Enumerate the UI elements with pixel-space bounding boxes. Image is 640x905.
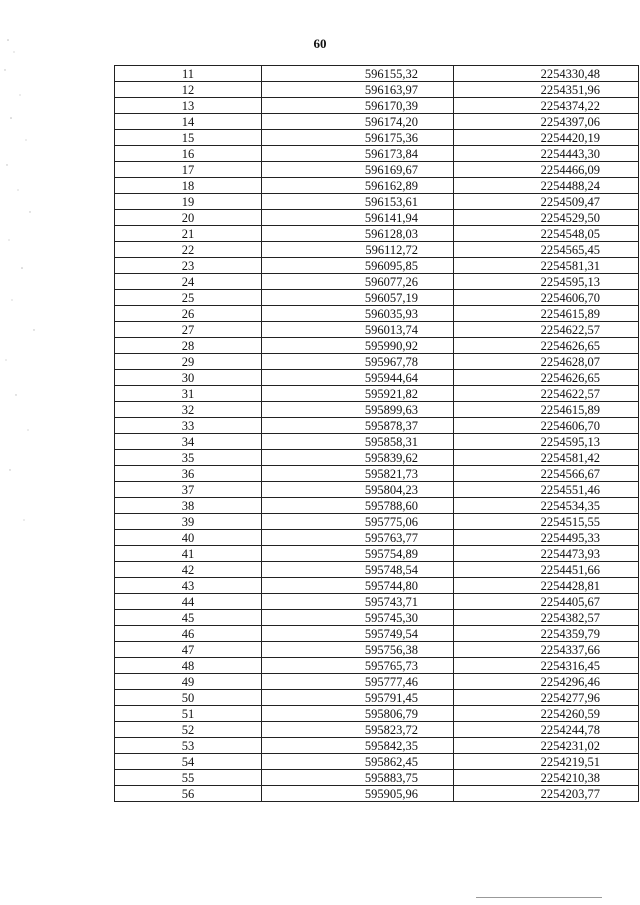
x-coordinate-cell: 596170,39 [262,98,454,114]
point-number-cell: 42 [115,562,262,578]
y-coordinate-cell: 2254231,02 [454,738,639,754]
y-coordinate-cell: 2254420,19 [454,130,639,146]
point-number-cell: 19 [115,194,262,210]
point-number-cell: 51 [115,706,262,722]
table-row [115,322,639,338]
x-coordinate-cell: 595804,23 [262,482,454,498]
point-number-cell: 24 [115,274,262,290]
y-coordinate-cell: 2254628,07 [454,354,639,370]
y-coordinate-cell: 2254428,81 [454,578,639,594]
table-row [115,626,639,642]
table-row [115,210,639,226]
x-coordinate-cell: 596128,03 [262,226,454,242]
y-coordinate-cell: 2254626,65 [454,338,639,354]
y-coordinate-cell: 2254210,38 [454,770,639,786]
x-coordinate-cell: 595743,71 [262,594,454,610]
x-coordinate-cell: 596155,32 [262,66,454,82]
point-number-cell: 31 [115,386,262,402]
bottom-rule [476,897,602,898]
point-number-cell: 50 [115,690,262,706]
x-coordinate-cell: 595878,37 [262,418,454,434]
y-coordinate-cell: 2254626,65 [454,370,639,386]
table-row [115,466,639,482]
y-coordinate-cell: 2254316,45 [454,658,639,674]
y-coordinate-cell: 2254581,42 [454,450,639,466]
point-number-cell: 40 [115,530,262,546]
point-number-cell: 45 [115,610,262,626]
y-coordinate-cell: 2254534,35 [454,498,639,514]
point-number-cell: 28 [115,338,262,354]
point-number-cell: 34 [115,434,262,450]
table-row [115,386,639,402]
point-number-cell: 18 [115,178,262,194]
x-coordinate-cell: 596057,19 [262,290,454,306]
y-coordinate-cell: 2254548,05 [454,226,639,242]
point-number-cell: 17 [115,162,262,178]
table-row [115,498,639,514]
point-number-cell: 23 [115,258,262,274]
table-row [115,114,639,130]
y-coordinate-cell: 2254622,57 [454,386,639,402]
x-coordinate-cell: 595944,64 [262,370,454,386]
point-number-cell: 26 [115,306,262,322]
x-coordinate-cell: 595763,77 [262,530,454,546]
y-coordinate-cell: 2254219,51 [454,754,639,770]
point-number-cell: 47 [115,642,262,658]
table-row [115,370,639,386]
point-number-cell: 38 [115,498,262,514]
point-number-cell: 52 [115,722,262,738]
y-coordinate-cell: 2254337,66 [454,642,639,658]
y-coordinate-cell: 2254451,66 [454,562,639,578]
x-coordinate-cell: 596077,26 [262,274,454,290]
y-coordinate-cell: 2254515,55 [454,514,639,530]
point-number-cell: 29 [115,354,262,370]
x-coordinate-cell: 596169,67 [262,162,454,178]
x-coordinate-cell: 595749,54 [262,626,454,642]
x-coordinate-cell: 595777,46 [262,674,454,690]
y-coordinate-cell: 2254203,77 [454,786,639,802]
table-row [115,610,639,626]
x-coordinate-cell: 595765,73 [262,658,454,674]
y-coordinate-cell: 2254277,96 [454,690,639,706]
x-coordinate-cell: 596175,36 [262,130,454,146]
y-coordinate-cell: 2254443,30 [454,146,639,162]
x-coordinate-cell: 595756,38 [262,642,454,658]
x-coordinate-cell: 595990,92 [262,338,454,354]
x-coordinate-cell: 595788,60 [262,498,454,514]
y-coordinate-cell: 2254260,59 [454,706,639,722]
x-coordinate-cell: 595921,82 [262,386,454,402]
x-coordinate-cell: 596173,84 [262,146,454,162]
point-number-cell: 48 [115,658,262,674]
table-row [115,226,639,242]
y-coordinate-cell: 2254359,79 [454,626,639,642]
point-number-cell: 11 [115,66,262,82]
y-coordinate-cell: 2254382,57 [454,610,639,626]
x-coordinate-cell: 595858,31 [262,434,454,450]
y-coordinate-cell: 2254595,13 [454,274,639,290]
y-coordinate-cell: 2254330,48 [454,66,639,82]
table-row [115,706,639,722]
table-row [115,514,639,530]
point-number-cell: 12 [115,82,262,98]
table-row [115,354,639,370]
table-row [115,450,639,466]
table-row [115,786,639,802]
y-coordinate-cell: 2254595,13 [454,434,639,450]
point-number-cell: 36 [115,466,262,482]
y-coordinate-cell: 2254622,57 [454,322,639,338]
x-coordinate-cell: 595967,78 [262,354,454,370]
x-coordinate-cell: 595839,62 [262,450,454,466]
table-row [115,402,639,418]
point-number-cell: 35 [115,450,262,466]
point-number-cell: 20 [115,210,262,226]
table-row [115,98,639,114]
table-row [115,530,639,546]
y-coordinate-cell: 2254566,67 [454,466,639,482]
table-row [115,178,639,194]
point-number-cell: 43 [115,578,262,594]
x-coordinate-cell: 596153,61 [262,194,454,210]
x-coordinate-cell: 596174,20 [262,114,454,130]
x-coordinate-cell: 596035,93 [262,306,454,322]
table-row [115,754,639,770]
point-number-cell: 27 [115,322,262,338]
y-coordinate-cell: 2254397,06 [454,114,639,130]
x-coordinate-cell: 595806,79 [262,706,454,722]
point-number-cell: 56 [115,786,262,802]
y-coordinate-cell: 2254529,50 [454,210,639,226]
x-coordinate-cell: 596095,85 [262,258,454,274]
point-number-cell: 15 [115,130,262,146]
table-row [115,562,639,578]
table-row [115,418,639,434]
point-number-cell: 49 [115,674,262,690]
x-coordinate-cell: 595744,80 [262,578,454,594]
y-coordinate-cell: 2254488,24 [454,178,639,194]
x-coordinate-cell: 595821,73 [262,466,454,482]
y-coordinate-cell: 2254495,33 [454,530,639,546]
x-coordinate-cell: 596162,89 [262,178,454,194]
table-row [115,258,639,274]
y-coordinate-cell: 2254581,31 [454,258,639,274]
table-row [115,594,639,610]
table-row [115,690,639,706]
point-number-cell: 44 [115,594,262,610]
point-number-cell: 46 [115,626,262,642]
point-number-cell: 37 [115,482,262,498]
point-number-cell: 53 [115,738,262,754]
y-coordinate-cell: 2254296,46 [454,674,639,690]
x-coordinate-cell: 595754,89 [262,546,454,562]
y-coordinate-cell: 2254405,67 [454,594,639,610]
table-row [115,722,639,738]
x-coordinate-cell: 595775,06 [262,514,454,530]
point-number-cell: 16 [115,146,262,162]
x-coordinate-cell: 595905,96 [262,786,454,802]
y-coordinate-cell: 2254565,45 [454,242,639,258]
y-coordinate-cell: 2254473,93 [454,546,639,562]
point-number-cell: 39 [115,514,262,530]
y-coordinate-cell: 2254244,78 [454,722,639,738]
coordinates-table [114,65,639,802]
x-coordinate-cell: 595823,72 [262,722,454,738]
table-row [115,642,639,658]
point-number-cell: 41 [115,546,262,562]
point-number-cell: 55 [115,770,262,786]
x-coordinate-cell: 595842,35 [262,738,454,754]
table-row [115,162,639,178]
table-row [115,66,639,82]
y-coordinate-cell: 2254551,46 [454,482,639,498]
point-number-cell: 13 [115,98,262,114]
table-row [115,738,639,754]
table-row [115,194,639,210]
table-row [115,434,639,450]
y-coordinate-cell: 2254615,89 [454,402,639,418]
table-row [115,770,639,786]
x-coordinate-cell: 596013,74 [262,322,454,338]
point-number-cell: 32 [115,402,262,418]
point-number-cell: 22 [115,242,262,258]
table-row [115,338,639,354]
table-row [115,274,639,290]
scan-noise-marks [0,0,110,905]
table-row [115,146,639,162]
x-coordinate-cell: 596163,97 [262,82,454,98]
y-coordinate-cell: 2254351,96 [454,82,639,98]
table-row [115,306,639,322]
x-coordinate-cell: 595791,45 [262,690,454,706]
point-number-cell: 33 [115,418,262,434]
x-coordinate-cell: 595745,30 [262,610,454,626]
table-row [115,130,639,146]
x-coordinate-cell: 596141,94 [262,210,454,226]
table-row [115,82,639,98]
table-row [115,674,639,690]
table-row [115,546,639,562]
y-coordinate-cell: 2254615,89 [454,306,639,322]
table-row [115,290,639,306]
x-coordinate-cell: 595862,45 [262,754,454,770]
x-coordinate-cell: 595748,54 [262,562,454,578]
x-coordinate-cell: 596112,72 [262,242,454,258]
y-coordinate-cell: 2254606,70 [454,418,639,434]
coordinates-table-body [115,66,639,802]
point-number-cell: 25 [115,290,262,306]
y-coordinate-cell: 2254606,70 [454,290,639,306]
table-row [115,658,639,674]
x-coordinate-cell: 595899,63 [262,402,454,418]
y-coordinate-cell: 2254509,47 [454,194,639,210]
point-number-cell: 54 [115,754,262,770]
point-number-cell: 21 [115,226,262,242]
table-row [115,578,639,594]
table-row [115,482,639,498]
point-number-cell: 14 [115,114,262,130]
table-row [115,242,639,258]
page-number: 60 [313,36,327,51]
x-coordinate-cell: 595883,75 [262,770,454,786]
y-coordinate-cell: 2254466,09 [454,162,639,178]
y-coordinate-cell: 2254374,22 [454,98,639,114]
point-number-cell: 30 [115,370,262,386]
